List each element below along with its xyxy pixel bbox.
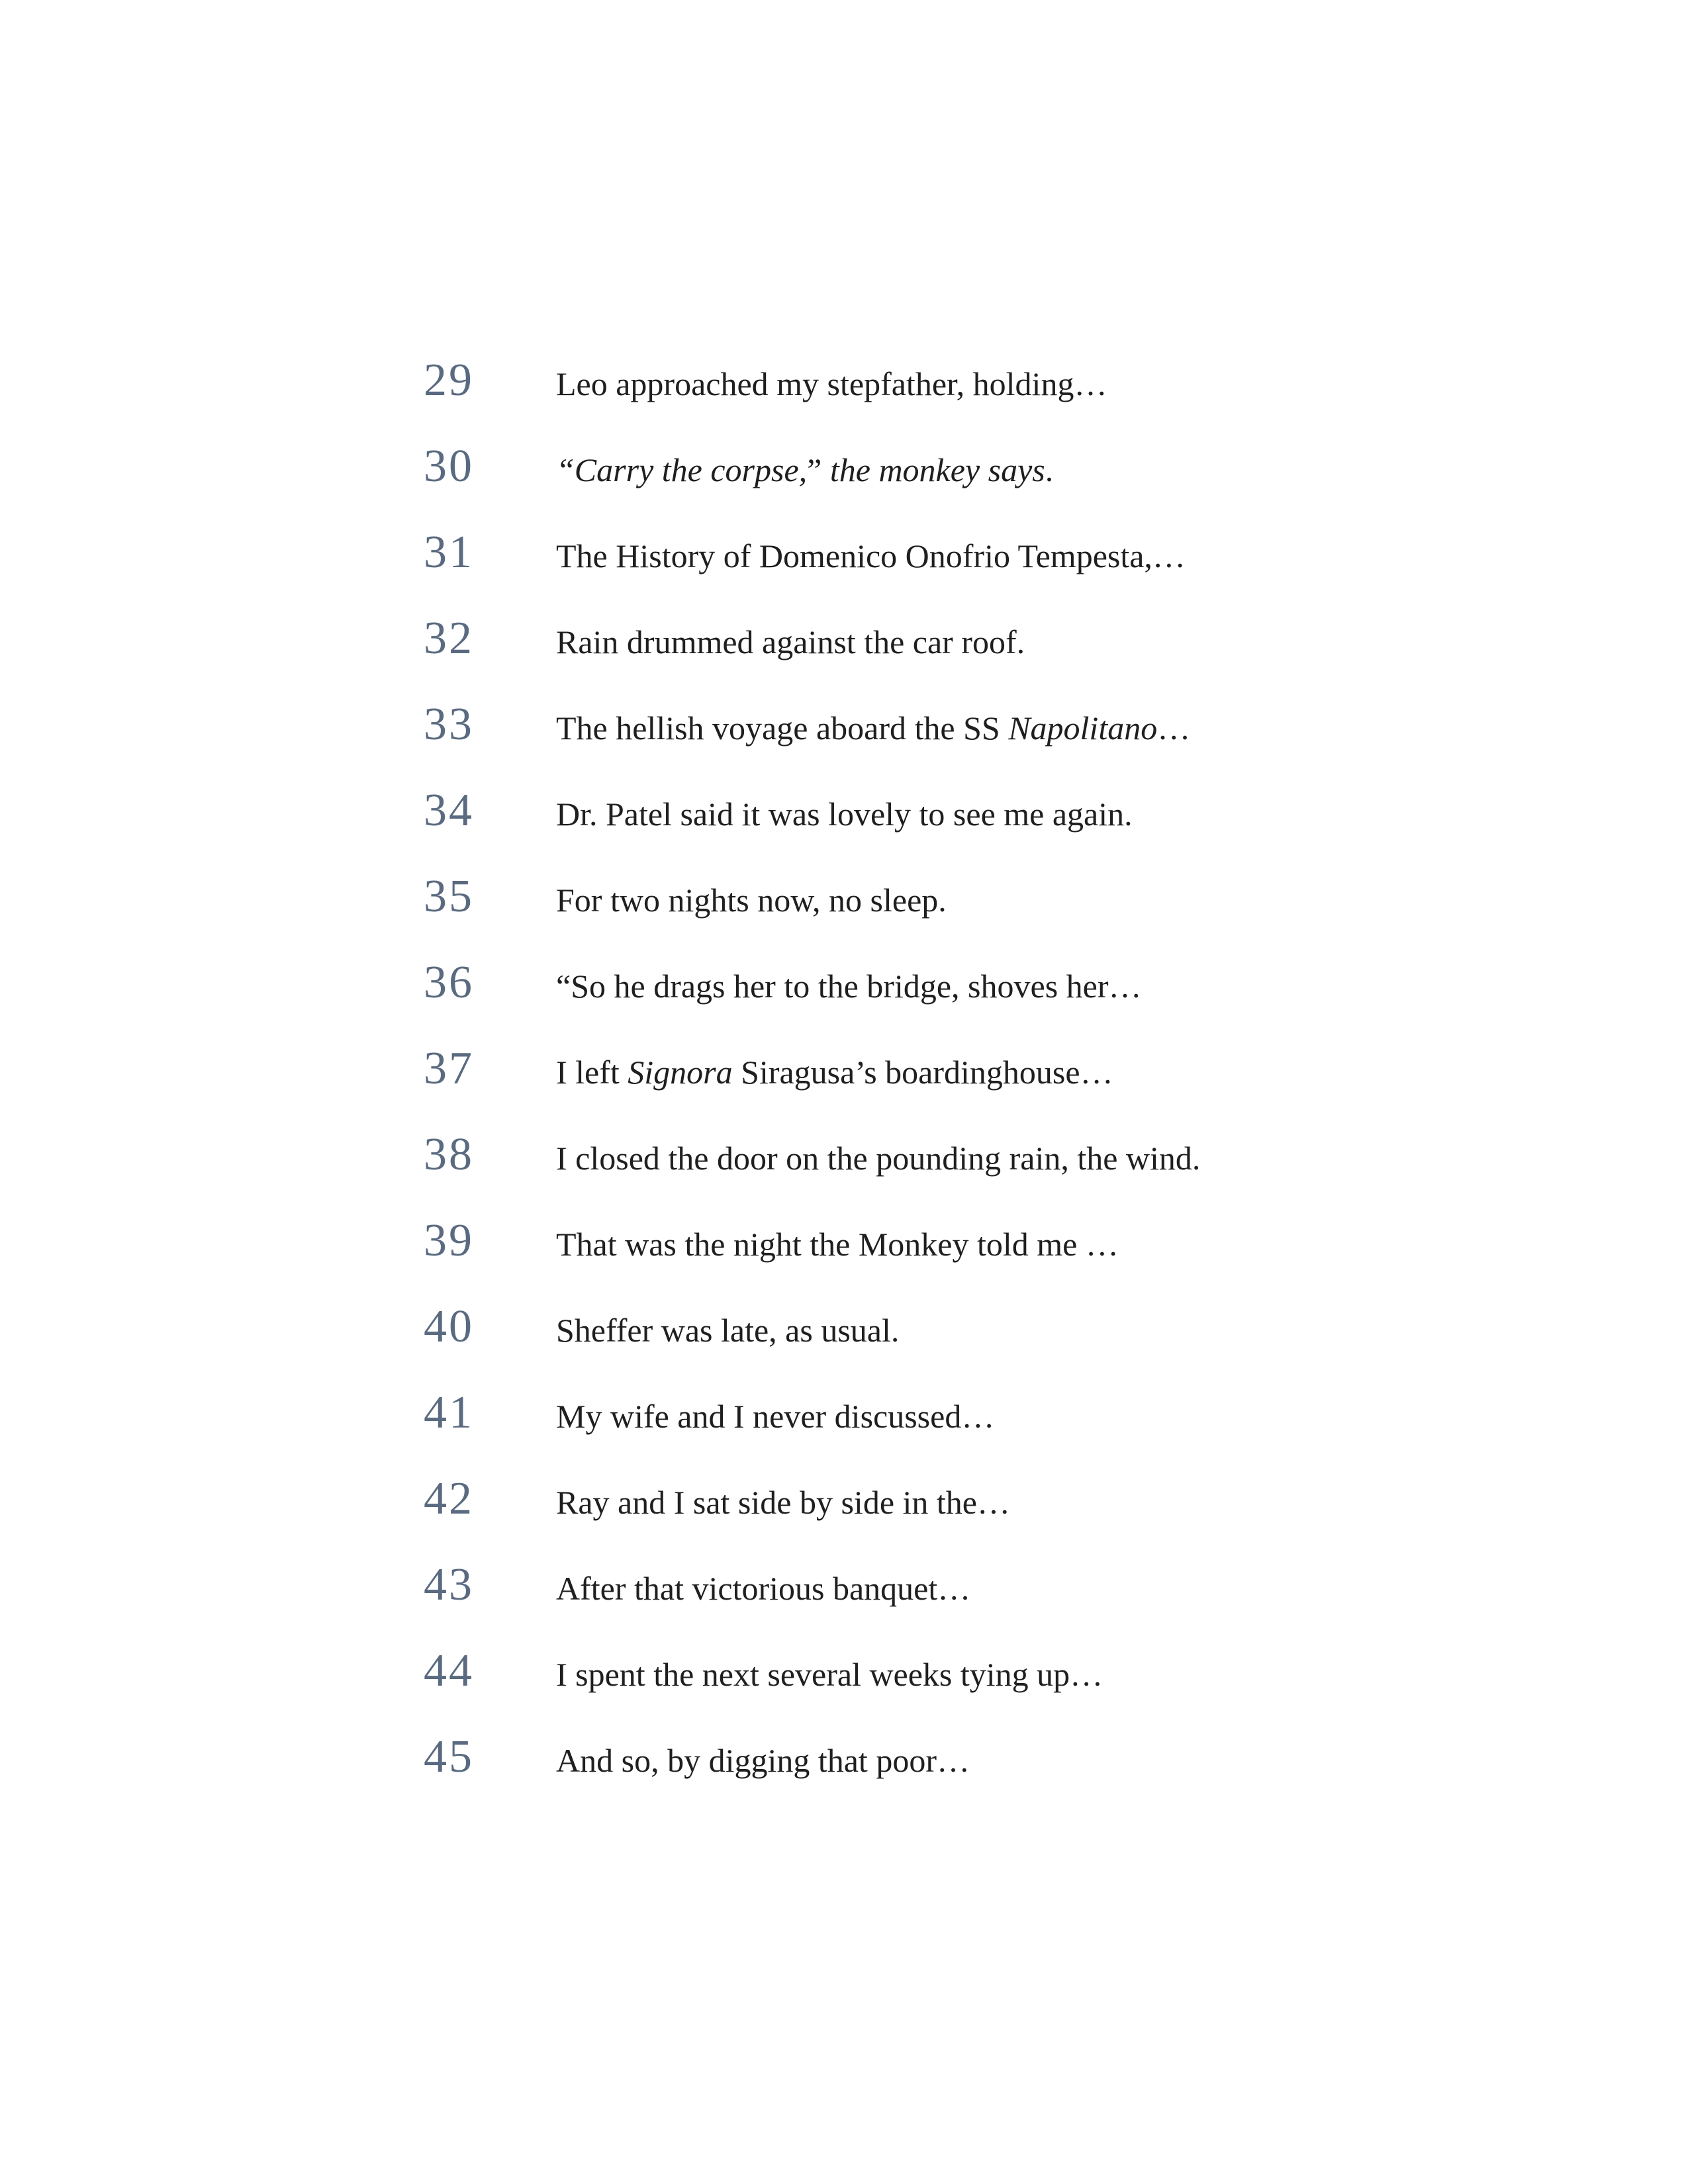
table-of-contents: [424, 357, 1483, 1820]
chapter-title-text: That was the night the Monkey told me …: [556, 1226, 1119, 1263]
toc-entry[interactable]: [424, 529, 1483, 615]
chapter-number: 30: [424, 441, 474, 492]
chapter-title-text: Dr. Patel said it was lovely to see me again.: [556, 796, 1133, 833]
toc-entry[interactable]: [424, 615, 1483, 702]
toc-entry[interactable]: [424, 1645, 1483, 1734]
chapter-title-italic: Napolitano: [1008, 709, 1158, 747]
toc-entry[interactable]: [424, 871, 1483, 960]
chapter-number: 41: [424, 1387, 474, 1438]
chapter-title: [556, 1142, 1200, 1175]
chapter-number: 33: [424, 699, 474, 750]
chapter-title: [556, 970, 1142, 1003]
chapter-title-text: My wife and I never discussed…: [556, 1398, 995, 1435]
chapter-number: 31: [424, 527, 474, 578]
chapter-title-text: Rain drummed against the car roof.: [556, 623, 1025, 660]
toc-entry[interactable]: [424, 699, 1483, 788]
chapter-title-text: Ray and I sat side by side in the…: [556, 1484, 1010, 1521]
toc-entry[interactable]: [424, 957, 1483, 1046]
chapter-number: 37: [424, 1043, 474, 1094]
chapter-title-text: The hellish voyage aboard the SS: [556, 709, 1009, 747]
chapter-number: 29: [424, 355, 474, 406]
toc-entry[interactable]: [424, 1387, 1483, 1476]
chapter-title: [556, 539, 1186, 572]
chapter-title: [556, 884, 947, 917]
chapter-title-text: After that victorious banquet…: [556, 1570, 971, 1607]
chapter-title: [556, 1744, 970, 1777]
chapter-title: [556, 1228, 1119, 1261]
chapter-number: 39: [424, 1215, 474, 1266]
chapter-number: 45: [424, 1731, 474, 1782]
chapter-number: 36: [424, 957, 474, 1008]
chapter-title: [556, 1572, 970, 1605]
chapter-title: [556, 453, 1053, 486]
chapter-title: [556, 797, 1133, 831]
toc-entry[interactable]: [424, 443, 1483, 529]
chapter-number: 42: [424, 1473, 474, 1524]
chapter-number: 35: [424, 871, 474, 922]
toc-entry[interactable]: [424, 1215, 1483, 1304]
chapter-number: 44: [424, 1645, 474, 1696]
toc-entry[interactable]: [424, 785, 1483, 874]
chapter-title: [556, 1314, 899, 1347]
chapter-title-text: The History of Domenico Onofrio Tempesta,…: [556, 537, 1186, 574]
chapter-title-text: …: [1157, 709, 1191, 747]
chapter-title-text: I left: [556, 1054, 628, 1091]
chapter-title-text: ”: [807, 451, 830, 488]
chapter-title: [556, 625, 1025, 659]
chapter-title: [556, 367, 1107, 400]
chapter-title-italic: Signora: [628, 1054, 733, 1091]
chapter-title-text: For two nights now, no sleep.: [556, 882, 947, 919]
chapter-title-text: Leo approached my stepfather, holding…: [556, 365, 1107, 402]
chapter-title: [556, 1486, 1010, 1519]
toc-entry[interactable]: [424, 357, 1483, 443]
chapter-title-text: Sheffer was late, as usual.: [556, 1312, 900, 1349]
chapter-number: 34: [424, 785, 474, 836]
chapter-title-italic: the monkey says: [829, 451, 1045, 488]
chapter-title-italic: “Carry the corpse,: [556, 451, 808, 488]
toc-entry[interactable]: [424, 1043, 1483, 1132]
chapter-title: [556, 1400, 994, 1433]
chapter-title-text: I closed the door on the pounding rain, the wind.: [556, 1140, 1201, 1177]
toc-entry[interactable]: [424, 1301, 1483, 1390]
chapter-number: 32: [424, 613, 474, 664]
toc-entry[interactable]: [424, 1129, 1483, 1218]
toc-entry[interactable]: [424, 1559, 1483, 1648]
chapter-title-text: I spent the next several weeks tying up…: [556, 1656, 1103, 1693]
toc-entry[interactable]: [424, 1731, 1483, 1820]
chapter-title-text: .: [1045, 451, 1054, 488]
chapter-title: [556, 1658, 1103, 1691]
chapter-number: 38: [424, 1129, 474, 1180]
chapter-number: 40: [424, 1301, 474, 1352]
chapter-title-text: And so, by digging that poor…: [556, 1742, 970, 1779]
chapter-title: [556, 1056, 1113, 1089]
chapter-number: 43: [424, 1559, 474, 1610]
chapter-title-text: Siragusa’s boardinghouse…: [732, 1054, 1113, 1091]
chapter-title: [556, 711, 1190, 745]
toc-entry[interactable]: [424, 1473, 1483, 1562]
chapter-title-text: “So he drags her to the bridge, shoves her…: [556, 968, 1142, 1005]
